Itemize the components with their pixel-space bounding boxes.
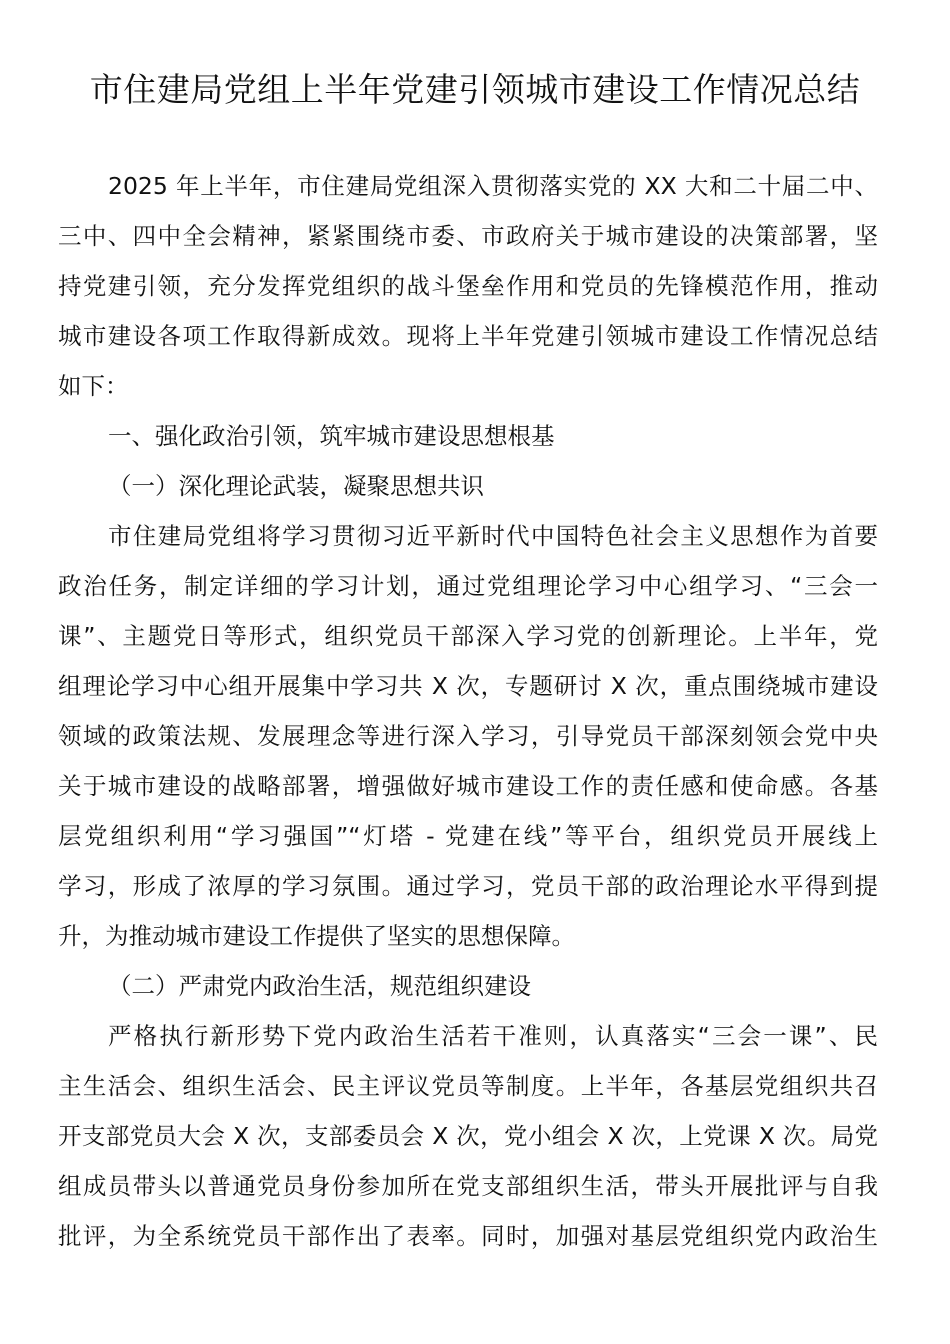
paragraph	[58, 511, 878, 961]
text-line: 持党建引领，充分发挥党组织的战斗堡垒作用和党员的先锋模范作用，推动	[58, 272, 878, 300]
text-line: 2025 年上半年，市住建局党组深入贯彻落实党的 XX 大和二十届二中、	[108, 172, 878, 200]
paragraph	[58, 161, 878, 411]
text-line: 主生活会、组织生活会、民主评议党员等制度。上半年，各基层党组织共召	[58, 1072, 878, 1100]
text-line: 组成员带头以普通党员身份参加所在党支部组织生活，带头开展批评与自我	[58, 1172, 878, 1200]
text-line: 一、强化政治引领，筑牢城市建设思想根基	[108, 422, 555, 450]
text-line: 三中、四中全会精神，紧紧围绕市委、市政府关于城市建设的决策部署，坚	[58, 222, 878, 250]
text-line: 市住建局党组将学习贯彻习近平新时代中国特色社会主义思想作为首要	[108, 522, 878, 550]
text-line: 批评，为全系统党员干部作出了表率。同时，加强对基层党组织党内政治生	[58, 1222, 878, 1250]
section-heading	[58, 461, 878, 511]
text-line: 升，为推动城市建设工作提供了坚实的思想保障。	[58, 922, 575, 950]
text-line: 开支部党员大会 X 次，支部委员会 X 次，党小组会 X 次，上党课 X 次。局党	[58, 1122, 878, 1150]
document-body	[58, 161, 878, 1261]
text-line: 课”、主题党日等形式，组织党员干部深入学习党的创新理论。上半年，党	[58, 622, 878, 650]
text-line: （二）严肃党内政治生活，规范组织建设	[108, 972, 531, 1000]
text-line: 严格执行新形势下党内政治生活若干准则，认真落实“三会一课”、民	[108, 1022, 878, 1050]
section-heading	[58, 961, 878, 1011]
text-line: 如下：	[58, 372, 129, 400]
section-heading	[58, 411, 878, 461]
text-line: 组理论学习中心组开展集中学习共 X 次，专题研讨 X 次，重点围绕城市建设	[58, 672, 878, 700]
paragraph	[58, 1011, 878, 1261]
text-line: 城市建设各项工作取得新成效。现将上半年党建引领城市建设工作情况总结	[58, 322, 878, 350]
text-line: 学习，形成了浓厚的学习氛围。通过学习，党员干部的政治理论水平得到提	[58, 872, 878, 900]
text-line: （一）深化理论武装，凝聚思想共识	[108, 472, 484, 500]
text-line: 政治任务，制定详细的学习计划，通过党组理论学习中心组学习、“三会一	[58, 572, 878, 600]
document-title: 市住建局党组上半年党建引领城市建设工作情况总结	[89, 70, 861, 109]
text-line: 关于城市建设的战略部署，增强做好城市建设工作的责任感和使命感。各基	[58, 772, 878, 800]
text-line: 领域的政策法规、发展理念等进行深入学习，引导党员干部深刻领会党中央	[58, 722, 878, 750]
text-line: 层党组织利用“学习强国”“灯塔 - 党建在线”等平台，组织党员开展线上	[58, 822, 878, 850]
